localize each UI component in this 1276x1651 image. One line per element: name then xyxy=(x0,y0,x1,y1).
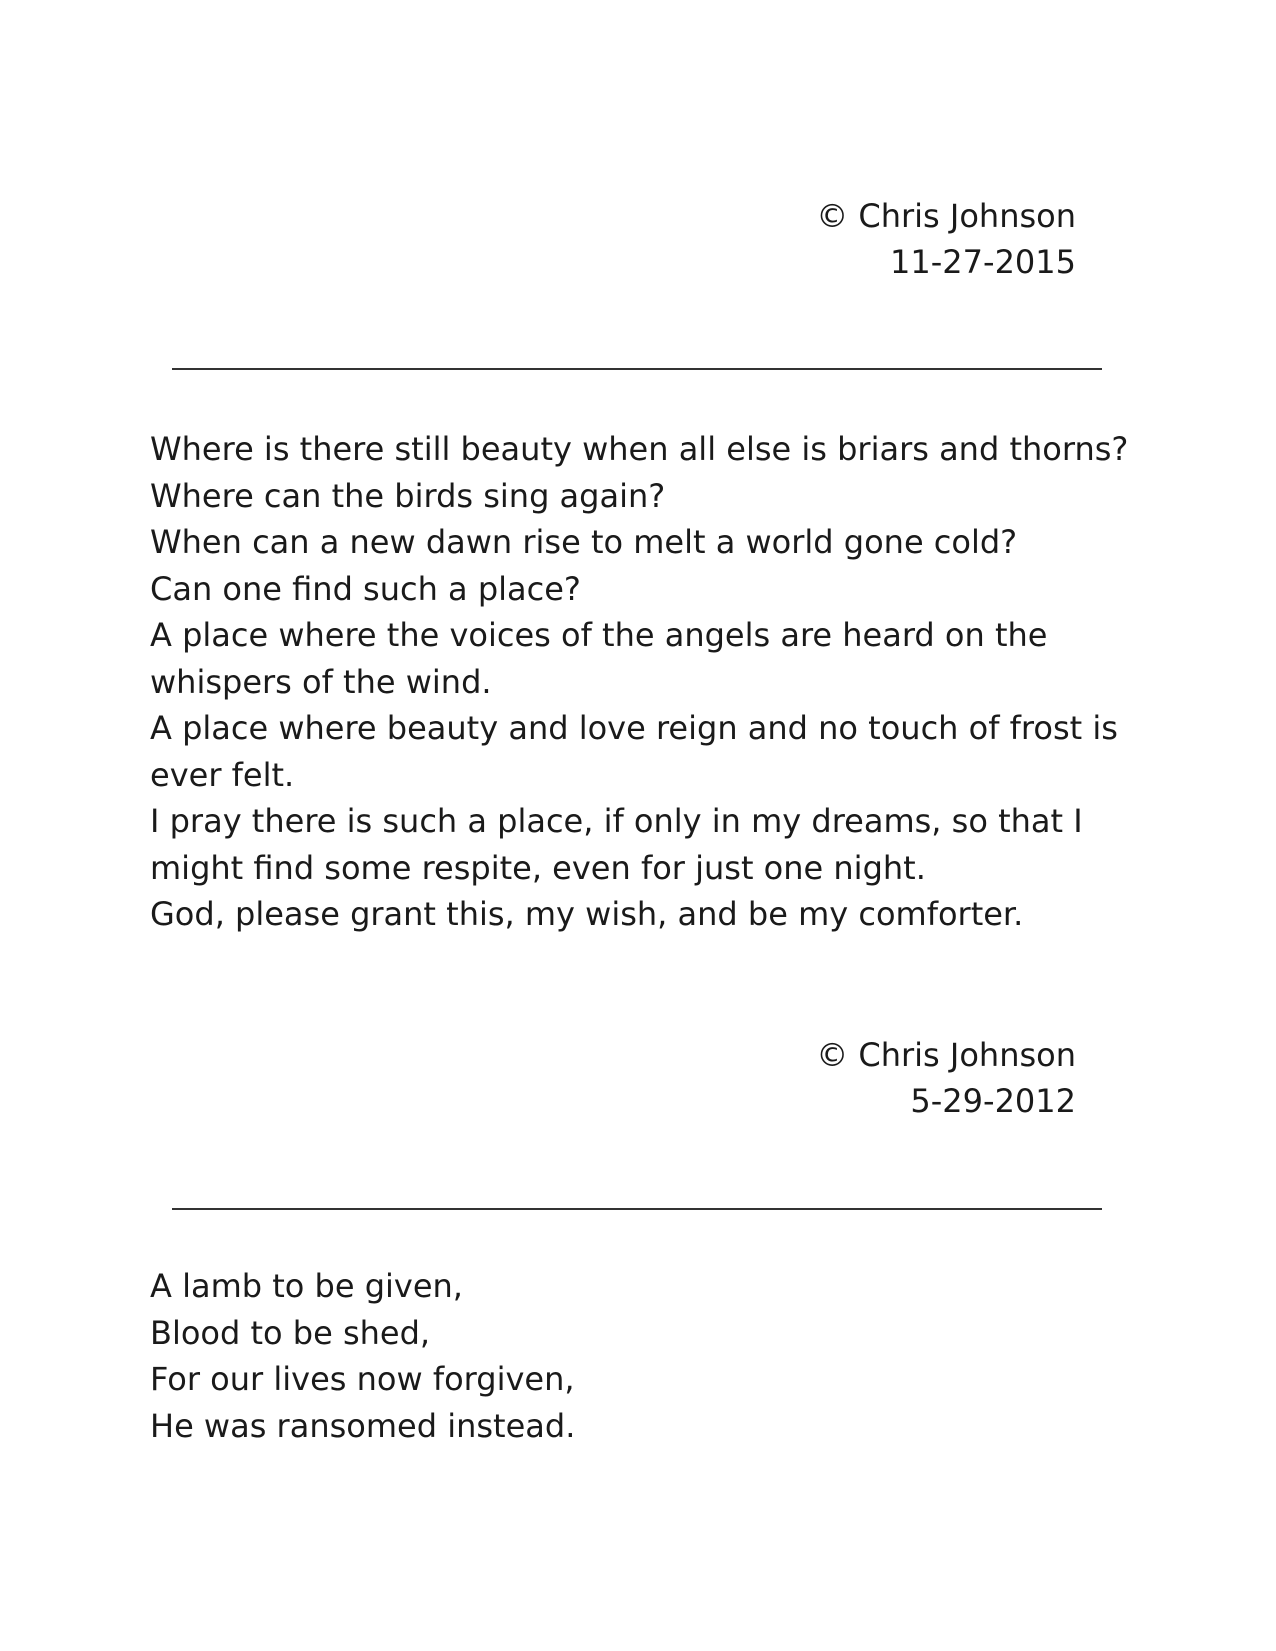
poem-line: God, please grant this, my wish, and be my comforter. xyxy=(150,895,1024,933)
poem-line: A place where the voices of the angels are heard on the whispers of the wind. xyxy=(150,616,1048,701)
signature-date: 11-27-2015 xyxy=(890,243,1076,281)
poem-line: A place where beauty and love reign and no touch of frost is ever felt. xyxy=(150,709,1118,794)
section-divider xyxy=(172,368,1102,370)
signature-author: © Chris Johnson xyxy=(816,197,1076,235)
poem-line: For our lives now forgiven, xyxy=(150,1360,575,1398)
poem-line: Can one find such a place? xyxy=(150,569,581,608)
poem-two xyxy=(150,1263,1130,1449)
poem-one xyxy=(150,426,1130,938)
signature-author: © Chris Johnson xyxy=(816,1036,1076,1074)
signature-top xyxy=(816,193,1076,285)
signature-middle xyxy=(816,1032,1076,1124)
poem-line: He was ransomed instead. xyxy=(150,1406,576,1445)
poem-line: I pray there is such a place, if only in my dreams, so that I might find some respite, even for just one night. xyxy=(150,802,1083,887)
poem-line: Blood to be shed, xyxy=(150,1313,431,1352)
poem-line: Where can the birds sing again? xyxy=(150,476,666,515)
poem-line: When can a new dawn rise to melt a world gone cold? xyxy=(150,523,1018,561)
signature-date: 5-29-2012 xyxy=(910,1082,1076,1120)
poem-line: Where is there still beauty when all else is briars and thorns? xyxy=(150,430,1129,468)
section-divider xyxy=(172,1208,1102,1210)
poem-line: A lamb to be given, xyxy=(150,1267,463,1305)
